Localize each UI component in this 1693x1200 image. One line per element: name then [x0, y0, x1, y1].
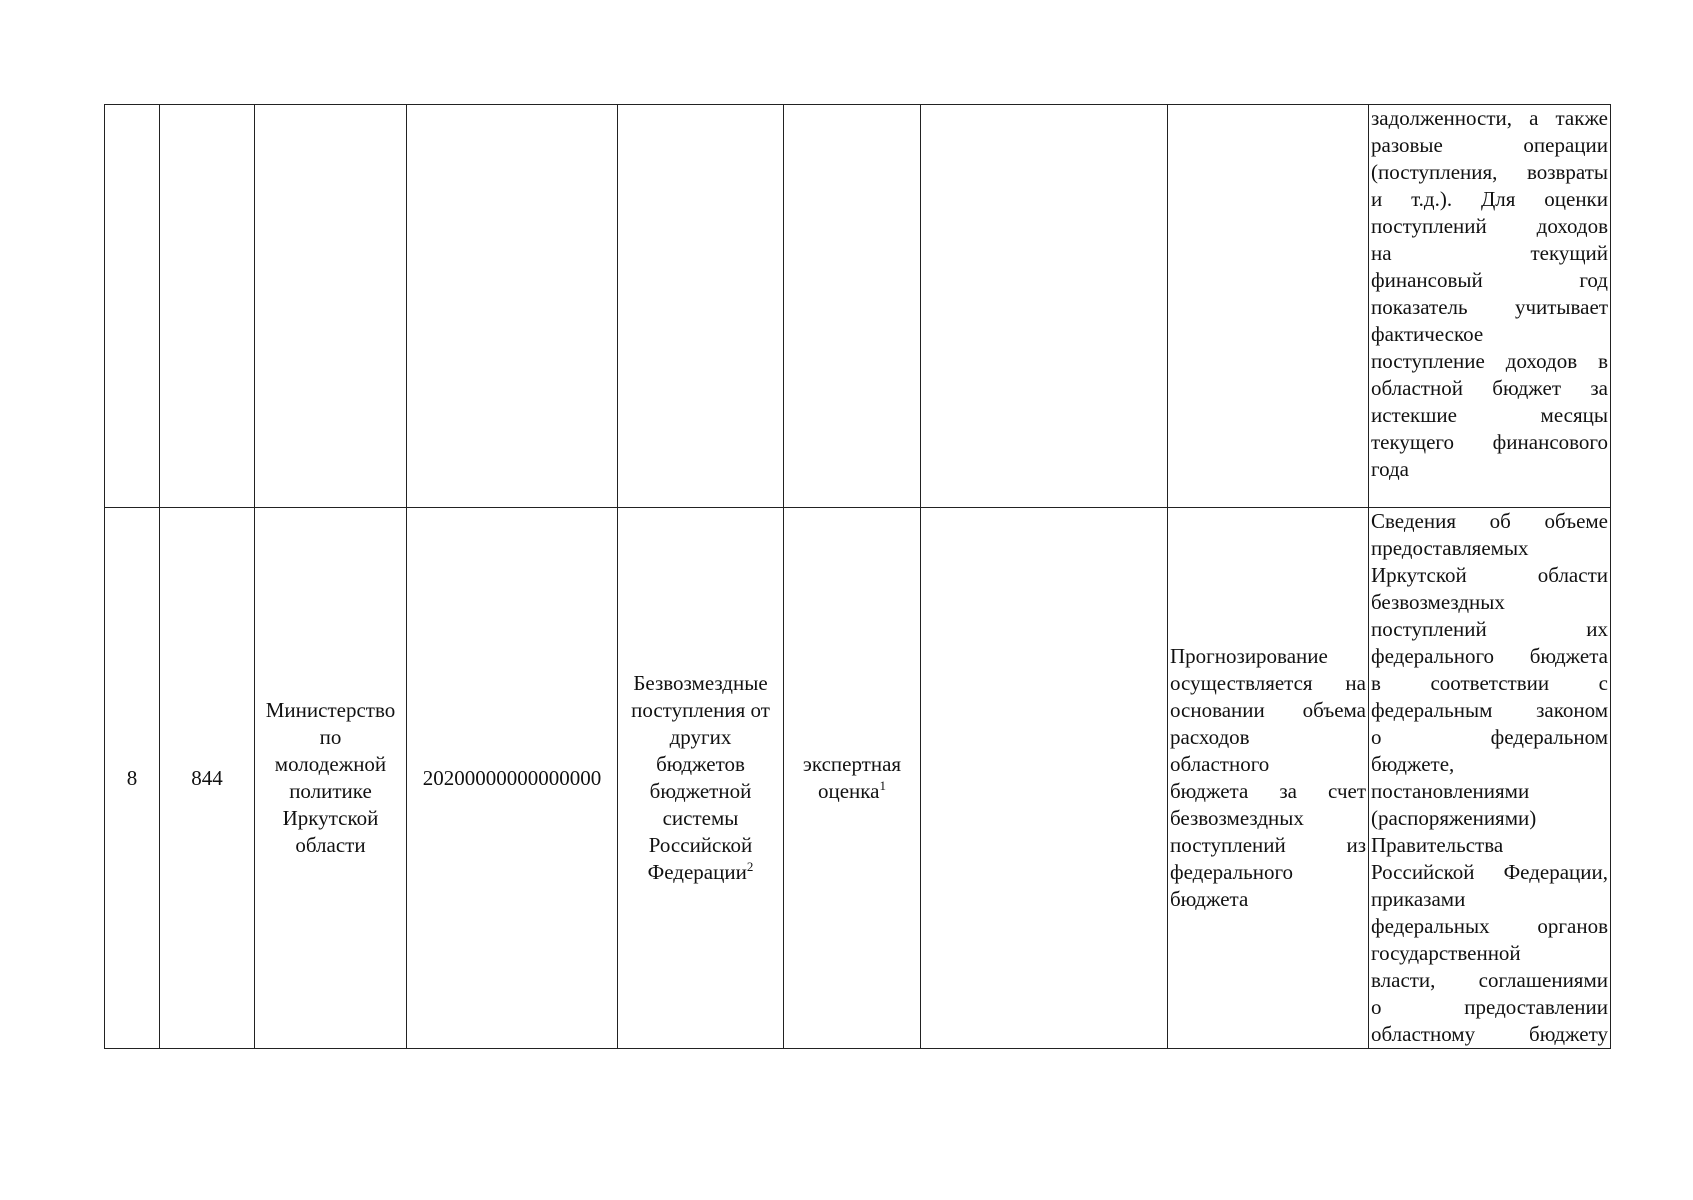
algorithm-line: областного	[1170, 752, 1270, 776]
source-line: (распоряжениями)	[1371, 806, 1537, 830]
algorithm-line: бюджета за счет	[1170, 779, 1366, 803]
source-line: власти, соглашениями	[1371, 968, 1608, 992]
revenue-name-line: системы	[662, 806, 739, 830]
source-line: о федеральном	[1371, 725, 1608, 749]
algorithm-line: поступлений из	[1170, 833, 1366, 857]
source-text	[1371, 508, 1608, 1048]
method-last-word: оценка	[817, 779, 880, 803]
revenue-name-last-word: Федерации	[647, 860, 747, 884]
algorithm-line: бюджета	[1170, 887, 1249, 911]
source-line: федеральным законом	[1371, 698, 1608, 722]
footnote-mark-2: 2	[746, 859, 754, 874]
revenue-name-line: бюджетов	[656, 752, 745, 776]
revenue-name-line: бюджетной	[649, 779, 752, 803]
cell-method-empty	[784, 105, 921, 508]
kbk-code: 20200000000000000	[422, 765, 602, 790]
source-continued-line: на текущий	[1371, 241, 1608, 265]
source-continued-line: областной бюджет за	[1371, 376, 1608, 400]
algorithm-line: безвозмездных	[1170, 806, 1304, 830]
source-continued-line: текущего финансового	[1371, 430, 1608, 454]
administrator-text	[257, 697, 404, 859]
cell-algorithm	[1168, 508, 1369, 1049]
revenue-name-line: других	[669, 725, 732, 749]
source-continued-line: показатель учитывает	[1371, 295, 1608, 319]
source-continued-line: поступление доходов в	[1371, 349, 1608, 373]
source-line: Иркутской области	[1371, 563, 1608, 587]
administrator-line: по	[319, 725, 342, 749]
cell-row-number: 8	[105, 508, 160, 1049]
cell-method	[784, 508, 921, 1049]
cell-algorithm-empty	[1168, 105, 1369, 508]
document-page	[104, 104, 1610, 1049]
cell-number-empty	[105, 105, 160, 508]
source-line: федеральных органов	[1371, 914, 1608, 938]
cell-revenue-name-empty	[618, 105, 784, 508]
cell-administrator-code: 844	[160, 508, 255, 1049]
revenue-name-last-line	[620, 859, 781, 886]
source-line: Сведения об объеме	[1371, 509, 1608, 533]
source-continued-line: задолженности, а также	[1371, 106, 1608, 130]
source-line: о предоставлении	[1371, 995, 1608, 1019]
revenue-name-line: Безвозмездные	[633, 671, 768, 695]
source-continued-line: финансовый год	[1371, 268, 1608, 292]
algorithm-line: Прогнозирование	[1170, 644, 1328, 668]
source-continued-line: истекшие месяцы	[1371, 403, 1608, 427]
revenue-name-text	[620, 670, 781, 859]
source-continued-line: поступлений доходов	[1371, 214, 1608, 238]
source-continued-line: и т.д.). Для оценки	[1371, 187, 1608, 211]
algorithm-line: основании объема	[1170, 698, 1366, 722]
administrator-line: Министерство	[265, 698, 396, 722]
source-continued-line: (поступления, возвраты	[1371, 160, 1608, 184]
revenue-name-line: поступления от	[631, 698, 770, 722]
source-line: Российской Федерации,	[1371, 860, 1608, 884]
revenue-forecast-table	[104, 104, 1611, 1049]
source-continued-line: фактическое	[1371, 322, 1484, 346]
algorithm-line: расходов	[1170, 725, 1250, 749]
administrator-line: политике	[289, 779, 372, 803]
algorithm-text	[1170, 643, 1366, 913]
source-line: Правительства	[1371, 833, 1504, 857]
footnote-mark-1: 1	[879, 778, 886, 793]
revenue-name-line: Российской	[648, 833, 753, 857]
cell-administrator-empty	[255, 105, 407, 508]
source-line: предоставляемых	[1371, 536, 1529, 560]
source-line: государственной	[1371, 941, 1521, 965]
cell-administrator	[255, 508, 407, 1049]
source-line: бюджете,	[1371, 752, 1455, 776]
source-line: федерального бюджета	[1371, 644, 1608, 668]
method-text	[786, 751, 918, 778]
administrator-line: области	[295, 833, 366, 857]
source-line: приказами	[1371, 887, 1466, 911]
source-line: безвозмездных	[1371, 590, 1505, 614]
cell-source-continued	[1369, 105, 1611, 508]
source-line: поступлений их	[1371, 617, 1608, 641]
administrator-line: Иркутской	[282, 806, 379, 830]
administrator-line: молодежной	[274, 752, 387, 776]
source-continued-line: года	[1371, 457, 1409, 481]
source-line: постановлениями	[1371, 779, 1530, 803]
algorithm-line: осуществляется на	[1170, 671, 1366, 695]
source-text-continued	[1371, 105, 1608, 483]
cell-formula-empty	[921, 105, 1168, 508]
source-line: областному бюджету	[1371, 1022, 1608, 1046]
cell-code-empty	[160, 105, 255, 508]
source-continued-line: разовые операции	[1371, 133, 1608, 157]
table-row-continued	[105, 105, 1611, 508]
table-row-8	[105, 508, 1611, 1049]
cell-kbk	[407, 508, 618, 1049]
cell-kbk-empty	[407, 105, 618, 508]
method-line: экспертная	[802, 752, 902, 776]
cell-source	[1369, 508, 1611, 1049]
cell-formula	[921, 508, 1168, 1049]
method-last-line	[786, 778, 918, 805]
algorithm-line: федерального	[1170, 860, 1294, 884]
cell-revenue-name	[618, 508, 784, 1049]
source-line: в соответствии с	[1371, 671, 1608, 695]
